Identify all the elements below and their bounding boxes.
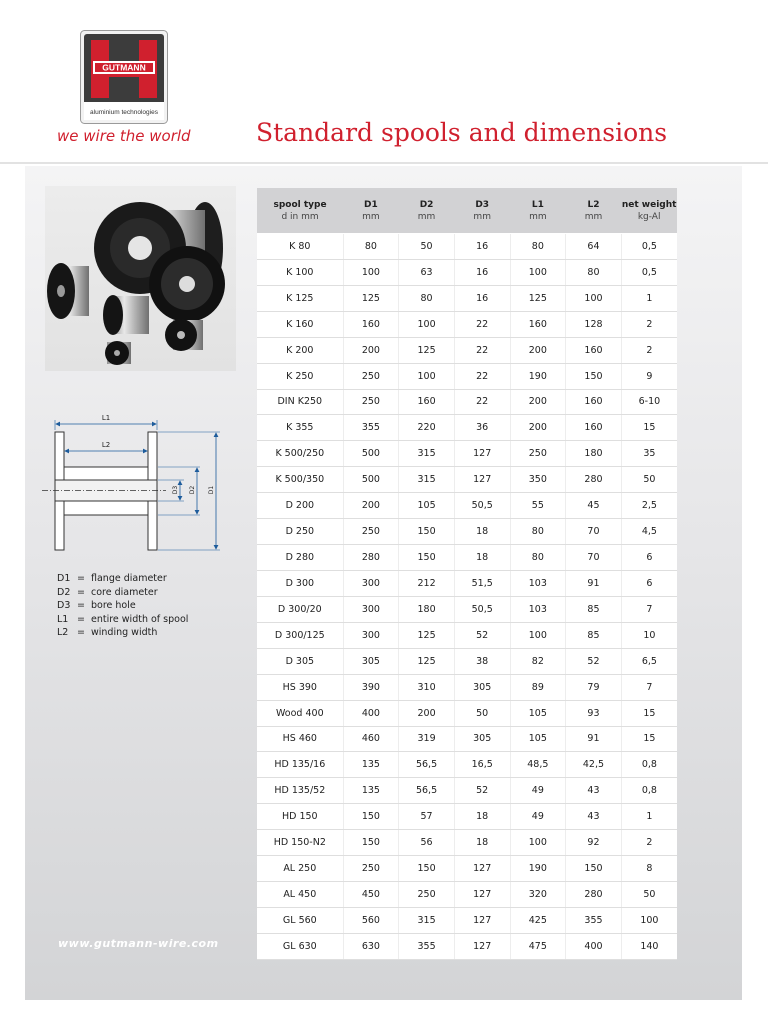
table-cell: 22: [454, 363, 510, 389]
table-cell: 355: [566, 907, 622, 933]
spool-type-cell: GL 630: [257, 933, 343, 959]
table-cell: 22: [454, 337, 510, 363]
column-header-label: D1: [364, 199, 378, 210]
spool-type-cell: HD 135/52: [257, 778, 343, 804]
table-cell: 160: [566, 415, 622, 441]
table-cell: 305: [454, 726, 510, 752]
table-row: [257, 700, 677, 726]
table-row: [257, 778, 677, 804]
table-cell: 1: [621, 804, 677, 830]
table-cell: 16: [454, 234, 510, 260]
table-cell: 250: [343, 389, 399, 415]
spool-type-cell: K 80: [257, 234, 343, 260]
table-cell: 85: [566, 622, 622, 648]
column-header: [621, 188, 677, 234]
table-cell: 280: [566, 467, 622, 493]
column-header-label: D2: [419, 199, 434, 210]
spool-type-cell: D 300: [257, 570, 343, 596]
table-cell: 150: [399, 519, 455, 545]
table-cell: 15: [621, 700, 677, 726]
column-header: [343, 188, 399, 234]
table-cell: 50: [399, 234, 455, 260]
column-header-unit: mm: [529, 211, 547, 222]
table-row: [257, 596, 677, 622]
column-header-unit: kg-Al: [637, 211, 661, 222]
legend-description: flange diameter: [91, 573, 167, 584]
table-cell: 315: [399, 467, 455, 493]
diagram-label-d3: D3: [172, 485, 179, 495]
legend-description: winding width: [91, 627, 158, 638]
legend-key: L1: [57, 613, 69, 625]
table-cell: 6-10: [621, 389, 677, 415]
table-cell: 500: [343, 467, 399, 493]
table-cell: 100: [510, 830, 566, 856]
spool-type-cell: HD 135/16: [257, 752, 343, 778]
table-cell: 80: [399, 285, 455, 311]
table-cell: 93: [566, 700, 622, 726]
table-cell: 22: [454, 311, 510, 337]
table-cell: 100: [399, 311, 455, 337]
table-cell: 16,5: [454, 752, 510, 778]
table-cell: 6: [621, 545, 677, 571]
table-cell: 7: [621, 674, 677, 700]
table-row: [257, 389, 677, 415]
legend-key: D1: [57, 573, 71, 584]
column-header: [257, 188, 343, 234]
table-cell: 79: [566, 674, 622, 700]
table-cell: 180: [399, 596, 455, 622]
table-cell: 10: [621, 622, 677, 648]
table-cell: 127: [454, 882, 510, 908]
table-cell: 250: [510, 441, 566, 467]
table-cell: 127: [454, 856, 510, 882]
spool-type-cell: K 500/350: [257, 467, 343, 493]
table-cell: 125: [399, 337, 455, 363]
table-cell: 92: [566, 830, 622, 856]
table-cell: 35: [621, 441, 677, 467]
table-cell: 56: [399, 830, 455, 856]
table-cell: 45: [566, 493, 622, 519]
table-cell: 50,5: [454, 493, 510, 519]
table-cell: 2: [621, 337, 677, 363]
spool-type-cell: K 100: [257, 259, 343, 285]
legend-key: L2: [57, 627, 69, 638]
table-cell: 305: [454, 674, 510, 700]
spool-table-container: [257, 188, 677, 960]
legend-item: [57, 572, 247, 586]
logo-text: GUTMANN: [102, 62, 146, 73]
table-cell: 70: [566, 545, 622, 571]
legend-key: D2: [57, 586, 71, 598]
table-cell: 200: [343, 493, 399, 519]
table-cell: 70: [566, 519, 622, 545]
table-cell: 150: [399, 856, 455, 882]
table-cell: 630: [343, 933, 399, 959]
table-cell: 125: [343, 285, 399, 311]
table-cell: 190: [510, 363, 566, 389]
table-cell: 50,5: [454, 596, 510, 622]
table-cell: 127: [454, 441, 510, 467]
logo-subtext: aluminium technologies: [90, 109, 158, 116]
table-cell: 320: [510, 882, 566, 908]
page-title: Standard spools and dimensions: [256, 118, 668, 147]
table-row: [257, 882, 677, 908]
table-cell: 64: [566, 234, 622, 260]
table-cell: 0,8: [621, 752, 677, 778]
table-cell: 2,5: [621, 493, 677, 519]
table-cell: 8: [621, 856, 677, 882]
table-cell: 43: [566, 778, 622, 804]
table-cell: 103: [510, 570, 566, 596]
column-header-unit: mm: [417, 211, 436, 222]
table-cell: 85: [566, 596, 622, 622]
table-cell: 460: [343, 726, 399, 752]
column-header: [399, 188, 455, 234]
column-header-label: net weight: [621, 199, 677, 210]
table-cell: 135: [343, 778, 399, 804]
legend-equals: =: [77, 613, 85, 625]
legend-description: entire width of spool: [91, 613, 189, 625]
table-cell: 200: [510, 415, 566, 441]
table-cell: 15: [621, 726, 677, 752]
table-cell: 160: [566, 337, 622, 363]
column-header-label: L1: [531, 199, 544, 210]
table-cell: 160: [510, 311, 566, 337]
legend-item: [57, 626, 247, 640]
table-cell: 128: [566, 311, 622, 337]
column-header-unit: mm: [584, 211, 603, 222]
spool-type-cell: K 125: [257, 285, 343, 311]
table-cell: 315: [399, 441, 455, 467]
table-cell: 160: [343, 311, 399, 337]
table-cell: 6: [621, 570, 677, 596]
table-cell: 7: [621, 596, 677, 622]
table-cell: 82: [510, 648, 566, 674]
diagram-label-d1: D1: [208, 485, 215, 495]
table-cell: 52: [566, 648, 622, 674]
table-cell: 16: [454, 259, 510, 285]
table-cell: 319: [399, 726, 455, 752]
column-header: [566, 188, 622, 234]
table-cell: 200: [510, 337, 566, 363]
table-cell: 2: [621, 830, 677, 856]
table-cell: 355: [343, 415, 399, 441]
table-cell: 18: [454, 519, 510, 545]
table-cell: 18: [454, 804, 510, 830]
table-row: [257, 856, 677, 882]
table-cell: 250: [343, 856, 399, 882]
spool-type-cell: HS 460: [257, 726, 343, 752]
table-row: [257, 441, 677, 467]
table-cell: 15: [621, 415, 677, 441]
website-url: www.gutmann-wire.com: [58, 937, 219, 950]
column-header-label: D3: [475, 199, 490, 210]
legend-item: [57, 599, 247, 613]
table-cell: 91: [566, 726, 622, 752]
spool-type-cell: D 200: [257, 493, 343, 519]
table-cell: 127: [454, 907, 510, 933]
table-cell: 2: [621, 311, 677, 337]
table-row: [257, 674, 677, 700]
table-cell: 560: [343, 907, 399, 933]
table-cell: 80: [510, 545, 566, 571]
table-cell: 52: [454, 778, 510, 804]
table-cell: 300: [343, 622, 399, 648]
spool-type-cell: D 305: [257, 648, 343, 674]
table-cell: 0,8: [621, 778, 677, 804]
table-cell: 91: [566, 570, 622, 596]
table-cell: 4,5: [621, 519, 677, 545]
table-cell: 250: [343, 363, 399, 389]
spool-type-cell: DIN K250: [257, 389, 343, 415]
table-cell: 150: [343, 804, 399, 830]
table-cell: 43: [566, 804, 622, 830]
spool-type-cell: Wood 400: [257, 700, 343, 726]
table-cell: 300: [343, 596, 399, 622]
table-cell: 52: [454, 622, 510, 648]
table-cell: 100: [399, 363, 455, 389]
legend-equals: =: [77, 600, 85, 611]
table-cell: 103: [510, 596, 566, 622]
table-cell: 56,5: [399, 778, 455, 804]
table-cell: 125: [399, 648, 455, 674]
table-row: [257, 622, 677, 648]
table-row: [257, 545, 677, 571]
table-row: [257, 363, 677, 389]
spool-type-cell: D 300/20: [257, 596, 343, 622]
table-row: [257, 752, 677, 778]
spool-type-cell: K 250: [257, 363, 343, 389]
table-cell: 127: [454, 467, 510, 493]
table-row: [257, 311, 677, 337]
spool-type-cell: AL 450: [257, 882, 343, 908]
table-cell: 200: [510, 389, 566, 415]
table-cell: 425: [510, 907, 566, 933]
table-cell: 125: [399, 622, 455, 648]
table-cell: 220: [399, 415, 455, 441]
table-cell: 127: [454, 933, 510, 959]
table-row: [257, 519, 677, 545]
table-cell: 100: [621, 907, 677, 933]
column-header-label: L2: [587, 199, 600, 210]
table-cell: 150: [566, 363, 622, 389]
legend-key: D3: [57, 600, 71, 611]
table-row: [257, 259, 677, 285]
spool-dimension-diagram: [40, 410, 240, 558]
spool-type-cell: HS 390: [257, 674, 343, 700]
table-cell: 51,5: [454, 570, 510, 596]
table-cell: 160: [399, 389, 455, 415]
table-cell: 80: [343, 234, 399, 260]
table-cell: 56,5: [399, 752, 455, 778]
table-cell: 100: [510, 622, 566, 648]
table-cell: 105: [399, 493, 455, 519]
spool-type-cell: D 280: [257, 545, 343, 571]
legend-description: bore hole: [91, 600, 136, 611]
legend-item: [57, 586, 247, 600]
table-cell: 42,5: [566, 752, 622, 778]
table-row: [257, 467, 677, 493]
table-cell: 200: [399, 700, 455, 726]
table-row: [257, 933, 677, 959]
spools-photo: [45, 186, 236, 371]
table-cell: 36: [454, 415, 510, 441]
table-cell: 105: [510, 726, 566, 752]
table-cell: 190: [510, 856, 566, 882]
table-cell: 0,5: [621, 259, 677, 285]
column-header-label: spool type: [273, 199, 327, 210]
column-header-unit: d in mm: [281, 211, 319, 222]
table-cell: 200: [343, 337, 399, 363]
legend-equals: =: [77, 573, 85, 584]
table-cell: 305: [343, 648, 399, 674]
spool-dimensions-table: [257, 188, 677, 960]
table-cell: 48,5: [510, 752, 566, 778]
tagline: we wire the world: [57, 127, 191, 145]
legend-item: [57, 613, 247, 627]
table-cell: 150: [343, 830, 399, 856]
table-cell: 80: [510, 519, 566, 545]
table-cell: 400: [566, 933, 622, 959]
table-cell: 18: [454, 545, 510, 571]
table-cell: 50: [454, 700, 510, 726]
table-row: [257, 830, 677, 856]
spool-type-cell: K 355: [257, 415, 343, 441]
spool-type-cell: K 500/250: [257, 441, 343, 467]
table-cell: 500: [343, 441, 399, 467]
spool-type-cell: GL 560: [257, 907, 343, 933]
spool-type-cell: D 250: [257, 519, 343, 545]
column-header: [510, 188, 566, 234]
table-cell: 475: [510, 933, 566, 959]
table-row: [257, 493, 677, 519]
table-row: [257, 726, 677, 752]
table-cell: 50: [621, 882, 677, 908]
table-cell: 390: [343, 674, 399, 700]
table-cell: 135: [343, 752, 399, 778]
legend-equals: =: [77, 627, 85, 638]
diagram-label-l1: L1: [101, 414, 111, 422]
table-cell: 1: [621, 285, 677, 311]
table-cell: 18: [454, 830, 510, 856]
table-cell: 150: [399, 545, 455, 571]
table-row: [257, 415, 677, 441]
table-cell: 315: [399, 907, 455, 933]
table-cell: 100: [566, 285, 622, 311]
table-cell: 63: [399, 259, 455, 285]
table-cell: 80: [510, 234, 566, 260]
spool-type-cell: HD 150: [257, 804, 343, 830]
table-cell: 250: [399, 882, 455, 908]
table-cell: 310: [399, 674, 455, 700]
table-cell: 89: [510, 674, 566, 700]
legend-description: core diameter: [91, 586, 158, 598]
legend-equals: =: [77, 586, 85, 598]
spool-type-cell: K 160: [257, 311, 343, 337]
table-cell: 100: [510, 259, 566, 285]
header-divider: [0, 162, 768, 164]
spool-type-cell: HD 150-N2: [257, 830, 343, 856]
table-cell: 49: [510, 804, 566, 830]
table-cell: 9: [621, 363, 677, 389]
table-row: [257, 337, 677, 363]
table-cell: 400: [343, 700, 399, 726]
table-row: [257, 234, 677, 260]
table-cell: 355: [399, 933, 455, 959]
table-row: [257, 648, 677, 674]
table-row: [257, 804, 677, 830]
table-cell: 50: [621, 467, 677, 493]
table-row: [257, 285, 677, 311]
table-cell: 140: [621, 933, 677, 959]
table-cell: 212: [399, 570, 455, 596]
column-header: [454, 188, 510, 234]
column-header-unit: mm: [473, 211, 491, 222]
column-header-unit: mm: [362, 211, 380, 222]
table-cell: 350: [510, 467, 566, 493]
table-cell: 180: [566, 441, 622, 467]
table-cell: 55: [510, 493, 566, 519]
table-cell: 160: [566, 389, 622, 415]
spool-type-cell: AL 250: [257, 856, 343, 882]
table-cell: 280: [343, 545, 399, 571]
table-cell: 22: [454, 389, 510, 415]
table-cell: 450: [343, 882, 399, 908]
gutmann-logo: [80, 30, 168, 124]
table-header-row: [257, 188, 677, 234]
table-cell: 38: [454, 648, 510, 674]
table-cell: 80: [566, 259, 622, 285]
table-cell: 16: [454, 285, 510, 311]
table-row: [257, 570, 677, 596]
table-cell: 250: [343, 519, 399, 545]
diagram-label-d2: D2: [189, 485, 196, 495]
diagram-label-l2: L2: [101, 441, 111, 449]
table-cell: 49: [510, 778, 566, 804]
spool-type-cell: K 200: [257, 337, 343, 363]
table-cell: 300: [343, 570, 399, 596]
table-cell: 125: [510, 285, 566, 311]
table-cell: 280: [566, 882, 622, 908]
table-cell: 0,5: [621, 234, 677, 260]
table-row: [257, 907, 677, 933]
table-cell: 105: [510, 700, 566, 726]
dimension-legend: [57, 572, 247, 640]
table-cell: 57: [399, 804, 455, 830]
table-cell: 100: [343, 259, 399, 285]
table-cell: 150: [566, 856, 622, 882]
table-cell: 6,5: [621, 648, 677, 674]
spool-type-cell: D 300/125: [257, 622, 343, 648]
